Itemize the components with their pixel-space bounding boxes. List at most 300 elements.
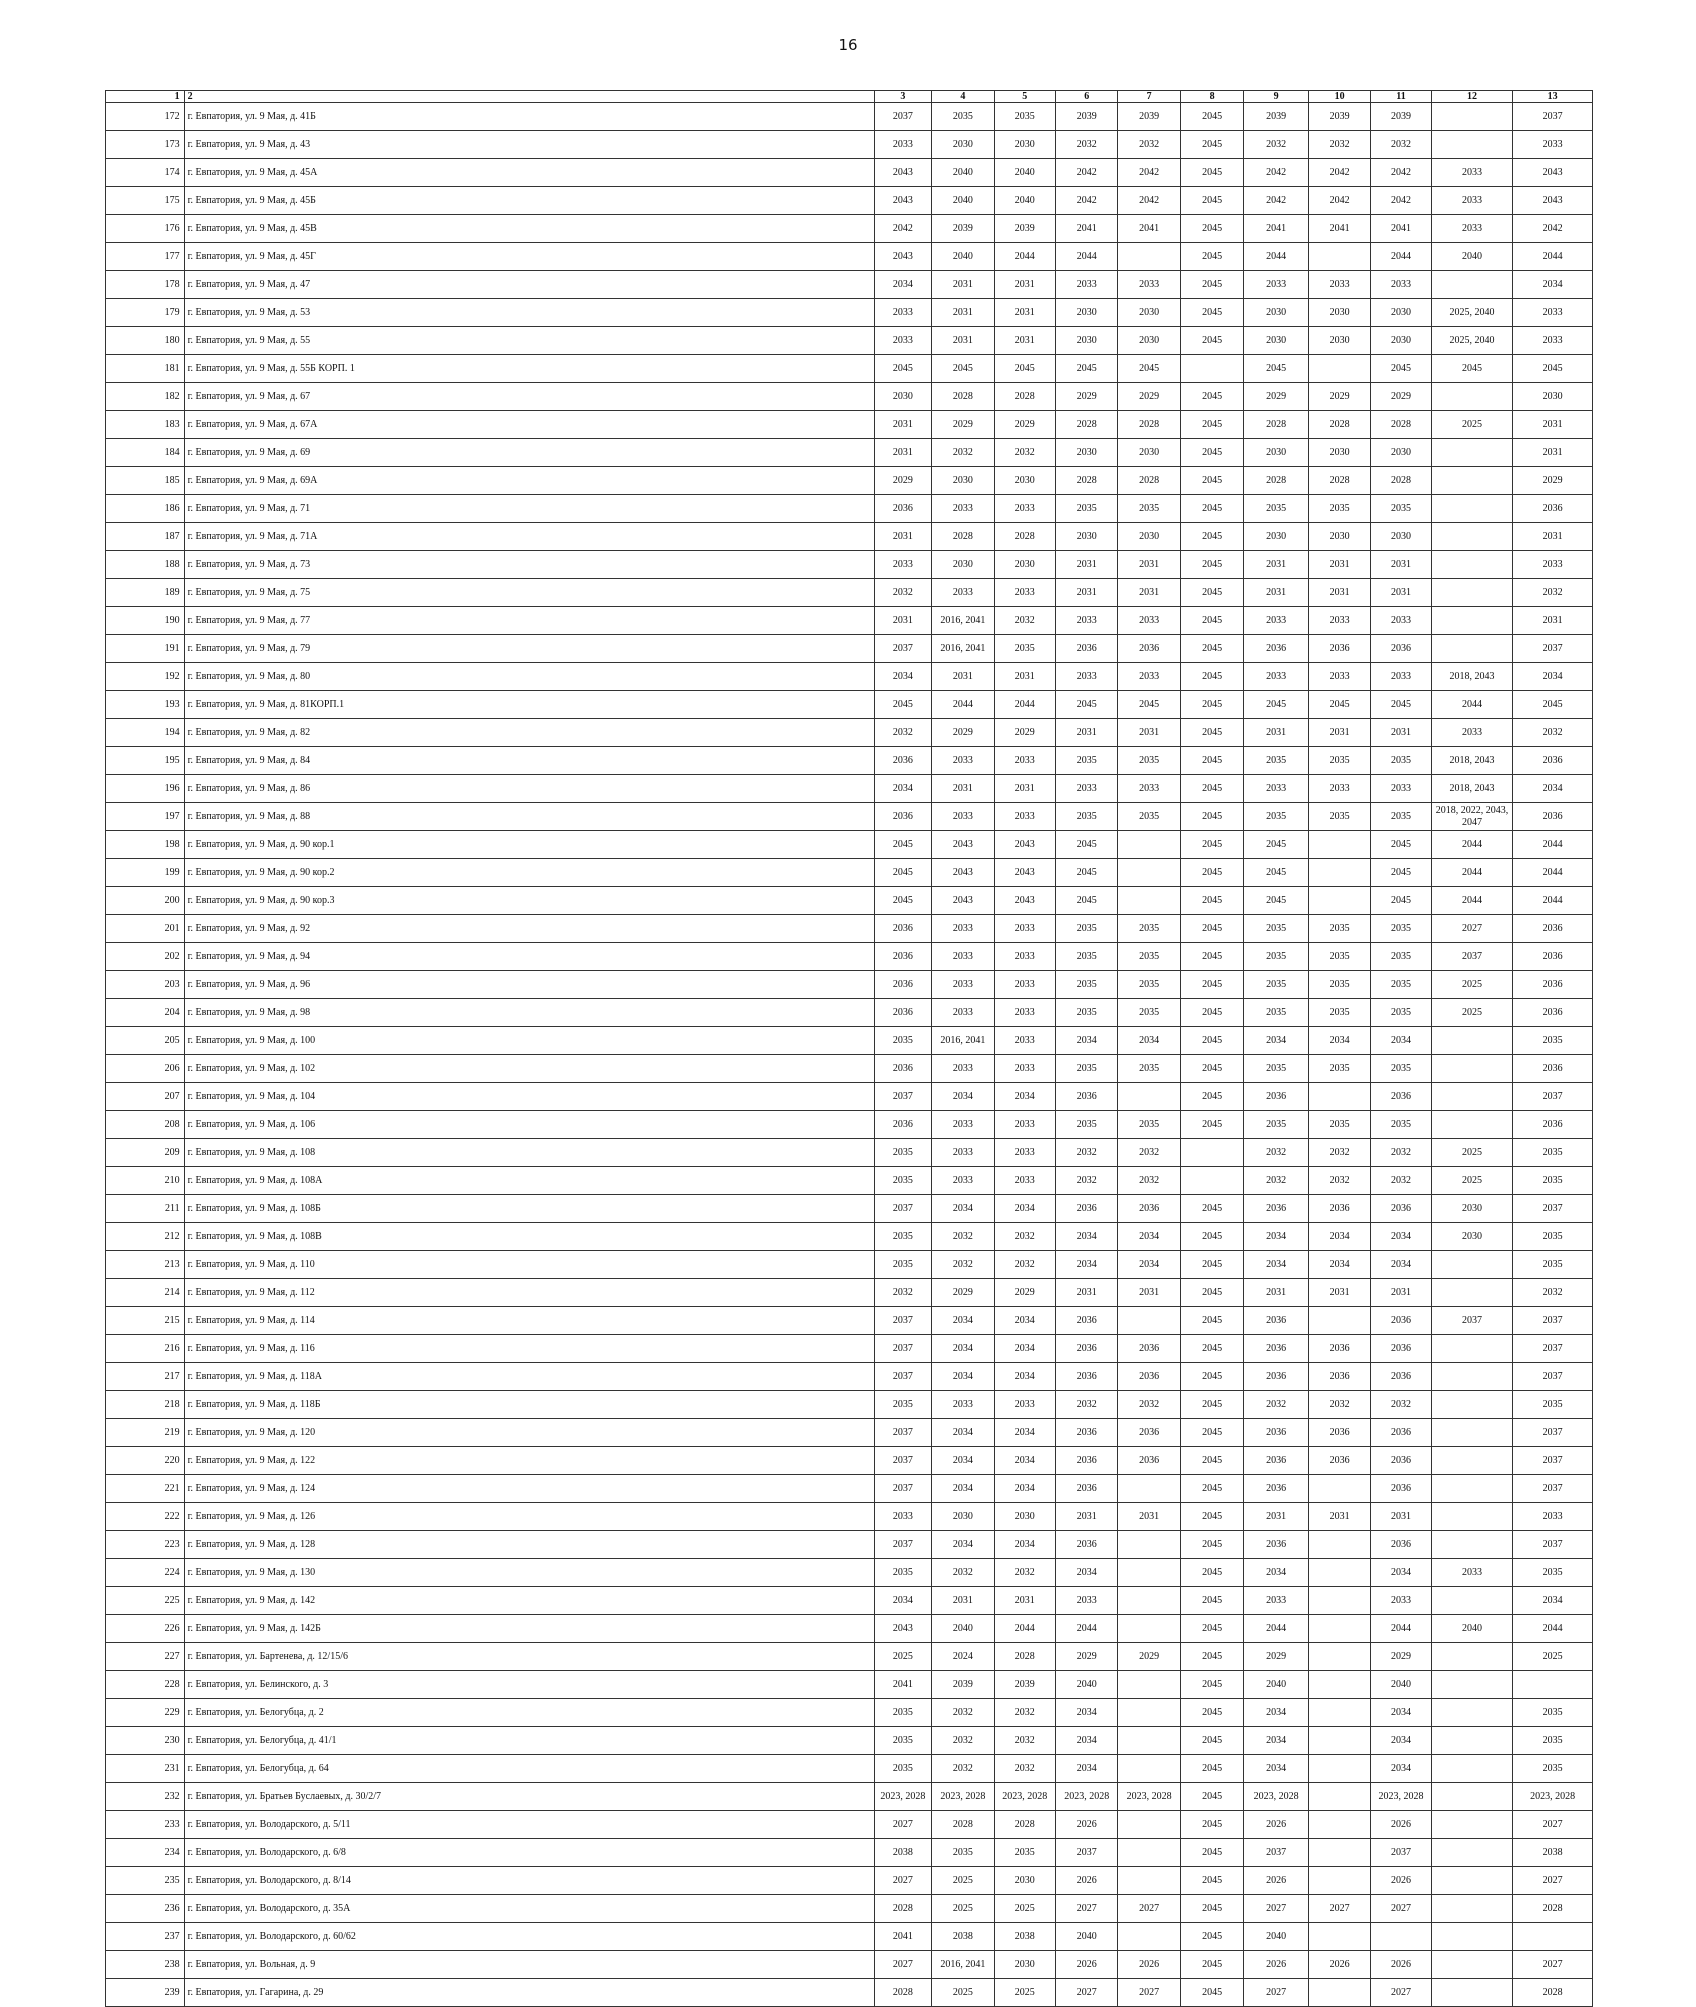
table-row xyxy=(106,999,1593,1027)
year-cell: 2033 xyxy=(1118,271,1180,299)
year-cell: 2034 xyxy=(994,1475,1055,1503)
year-cell: 2036 xyxy=(1056,1475,1118,1503)
year-cell: 2031 xyxy=(1244,1279,1308,1307)
year-cell: 2034 xyxy=(932,1475,994,1503)
year-cell: 2029 xyxy=(1056,383,1118,411)
year-cell: 2045 xyxy=(1180,439,1243,467)
header-cell: 2 xyxy=(184,91,874,103)
year-cell: 2042 xyxy=(1244,159,1308,187)
year-cell xyxy=(1308,1923,1370,1951)
year-cell: 2028 xyxy=(994,1643,1055,1671)
year-cell: 2032 xyxy=(1056,1139,1118,1167)
row-number-cell: 238 xyxy=(106,1951,185,1979)
year-cell xyxy=(1431,1699,1513,1727)
year-cell: 2036 xyxy=(1056,1447,1118,1475)
year-cell: 2044 xyxy=(1056,1615,1118,1643)
year-cell xyxy=(1308,1307,1370,1335)
year-cell xyxy=(1308,1475,1370,1503)
year-cell: 2037 xyxy=(874,1475,931,1503)
year-cell: 2032 xyxy=(994,1559,1055,1587)
year-cell: 2033 xyxy=(932,747,994,775)
row-number-cell: 206 xyxy=(106,1055,185,1083)
year-cell xyxy=(1118,859,1180,887)
year-cell: 2045 xyxy=(1180,1195,1243,1223)
year-cell: 2030 xyxy=(1056,523,1118,551)
year-cell: 2034 xyxy=(1513,663,1593,691)
year-cell: 2027 xyxy=(1056,1895,1118,1923)
table-row xyxy=(106,355,1593,383)
year-cell: 2045 xyxy=(1180,1671,1243,1699)
year-cell: 2035 xyxy=(1308,1111,1370,1139)
row-number-cell: 207 xyxy=(106,1083,185,1111)
year-cell: 2034 xyxy=(1371,1755,1431,1783)
year-cell: 2045 xyxy=(1180,803,1243,831)
year-cell: 2037 xyxy=(1513,1195,1593,1223)
header-cell: 8 xyxy=(1180,91,1243,103)
year-cell: 2025 xyxy=(1513,1643,1593,1671)
year-cell: 2037 xyxy=(1431,943,1513,971)
year-cell: 2036 xyxy=(1513,1055,1593,1083)
row-number-cell: 233 xyxy=(106,1811,185,1839)
year-cell: 2034 xyxy=(1513,775,1593,803)
year-cell: 2031 xyxy=(1308,1503,1370,1531)
table-row xyxy=(106,1027,1593,1055)
year-cell: 2041 xyxy=(874,1671,931,1699)
address-cell: г. Евпатория, ул. 9 Мая, д. 90 кор.3 xyxy=(184,887,874,915)
year-cell: 2042 xyxy=(1513,215,1593,243)
year-cell: 2042 xyxy=(1244,187,1308,215)
address-cell: г. Евпатория, ул. 9 Мая, д. 130 xyxy=(184,1559,874,1587)
row-number-cell: 194 xyxy=(106,719,185,747)
year-cell xyxy=(1431,1447,1513,1475)
year-cell: 2032 xyxy=(932,1699,994,1727)
year-cell: 2036 xyxy=(1118,635,1180,663)
year-cell: 2031 xyxy=(1244,1503,1308,1531)
year-cell: 2045 xyxy=(1180,1643,1243,1671)
year-cell: 2025, 2040 xyxy=(1431,327,1513,355)
year-cell: 2044 xyxy=(1513,243,1593,271)
year-cell: 2040 xyxy=(1056,1923,1118,1951)
year-cell: 2027 xyxy=(1118,1979,1180,2007)
year-cell: 2045 xyxy=(994,355,1055,383)
year-cell: 2036 xyxy=(1308,1363,1370,1391)
row-number-cell: 178 xyxy=(106,271,185,299)
year-cell: 2035 xyxy=(1371,495,1431,523)
year-cell: 2037 xyxy=(874,1419,931,1447)
table-row xyxy=(106,495,1593,523)
row-number-cell: 205 xyxy=(106,1027,185,1055)
year-cell: 2036 xyxy=(874,803,931,831)
year-cell: 2044 xyxy=(1513,831,1593,859)
year-cell: 2044 xyxy=(1244,1615,1308,1643)
year-cell: 2028 xyxy=(932,1811,994,1839)
table-row xyxy=(106,1055,1593,1083)
year-cell: 2045 xyxy=(1180,775,1243,803)
year-cell: 2045 xyxy=(1180,1111,1243,1139)
year-cell: 2036 xyxy=(1513,999,1593,1027)
year-cell xyxy=(1118,1727,1180,1755)
year-cell: 2036 xyxy=(874,1111,931,1139)
year-cell: 2037 xyxy=(1244,1839,1308,1867)
year-cell: 2018, 2043 xyxy=(1431,663,1513,691)
table-row xyxy=(106,243,1593,271)
year-cell: 2040 xyxy=(932,187,994,215)
year-cell: 2034 xyxy=(994,1335,1055,1363)
year-cell: 2023, 2028 xyxy=(932,1783,994,1811)
table-row xyxy=(106,719,1593,747)
year-cell xyxy=(1431,383,1513,411)
year-cell: 2035 xyxy=(1371,915,1431,943)
row-number-cell: 221 xyxy=(106,1475,185,1503)
table-row xyxy=(106,1531,1593,1559)
year-cell: 2031 xyxy=(874,439,931,467)
year-cell: 2035 xyxy=(1244,803,1308,831)
year-cell: 2036 xyxy=(1118,1195,1180,1223)
year-cell: 2033 xyxy=(1431,719,1513,747)
year-cell: 2034 xyxy=(1308,1223,1370,1251)
year-cell: 2037 xyxy=(1513,1531,1593,1559)
year-cell xyxy=(1118,1531,1180,1559)
year-cell: 2034 xyxy=(1056,1559,1118,1587)
row-number-cell: 223 xyxy=(106,1531,185,1559)
address-cell: г. Евпатория, ул. 9 Мая, д. 104 xyxy=(184,1083,874,1111)
year-cell: 2045 xyxy=(1118,691,1180,719)
table-row xyxy=(106,299,1593,327)
row-number-cell: 204 xyxy=(106,999,185,1027)
address-cell: г. Евпатория, ул. 9 Мая, д. 81КОРП.1 xyxy=(184,691,874,719)
address-cell: г. Евпатория, ул. 9 Мая, д. 67 xyxy=(184,383,874,411)
row-number-cell: 175 xyxy=(106,187,185,215)
year-cell: 2023, 2028 xyxy=(1371,1783,1431,1811)
row-number-cell: 172 xyxy=(106,103,185,131)
year-cell: 2025 xyxy=(1431,411,1513,439)
year-cell: 2035 xyxy=(1118,943,1180,971)
year-cell: 2033 xyxy=(994,915,1055,943)
year-cell xyxy=(1431,1979,1513,2007)
address-cell: г. Евпатория, ул. 9 Мая, д. 142Б xyxy=(184,1615,874,1643)
year-cell: 2034 xyxy=(932,1363,994,1391)
year-cell: 2033 xyxy=(1244,607,1308,635)
year-cell: 2037 xyxy=(1513,635,1593,663)
year-cell: 2045 xyxy=(1180,1419,1243,1447)
year-cell: 2045 xyxy=(1513,691,1593,719)
year-cell: 2045 xyxy=(1180,831,1243,859)
year-cell: 2045 xyxy=(1180,243,1243,271)
row-number-cell: 195 xyxy=(106,747,185,775)
year-cell: 2029 xyxy=(1244,383,1308,411)
year-cell: 2033 xyxy=(932,971,994,999)
year-cell: 2028 xyxy=(1371,411,1431,439)
year-cell: 2031 xyxy=(1371,579,1431,607)
year-cell: 2031 xyxy=(1513,439,1593,467)
address-cell: г. Евпатория, ул. 9 Мая, д. 69 xyxy=(184,439,874,467)
year-cell: 2035 xyxy=(1513,1251,1593,1279)
year-cell: 2036 xyxy=(1244,635,1308,663)
year-cell: 2035 xyxy=(1118,495,1180,523)
year-cell: 2039 xyxy=(932,215,994,243)
year-cell xyxy=(1431,1727,1513,1755)
year-cell: 2036 xyxy=(874,495,931,523)
year-cell: 2033 xyxy=(874,327,931,355)
year-cell: 2035 xyxy=(1118,1111,1180,1139)
address-cell: г. Евпатория, ул. 9 Мая, д. 90 кор.2 xyxy=(184,859,874,887)
year-cell: 2031 xyxy=(932,327,994,355)
year-cell: 2036 xyxy=(1308,1419,1370,1447)
table-row xyxy=(106,1839,1593,1867)
year-cell: 2032 xyxy=(1371,1139,1431,1167)
year-cell: 2035 xyxy=(1244,495,1308,523)
year-cell: 2033 xyxy=(1308,775,1370,803)
year-cell: 2037 xyxy=(874,1363,931,1391)
year-cell: 2040 xyxy=(932,159,994,187)
row-number-cell: 202 xyxy=(106,943,185,971)
table-row xyxy=(106,1363,1593,1391)
header-cell: 3 xyxy=(874,91,931,103)
year-cell: 2030 xyxy=(1244,299,1308,327)
row-number-cell: 187 xyxy=(106,523,185,551)
year-cell: 2029 xyxy=(932,411,994,439)
year-cell: 2034 xyxy=(874,663,931,691)
year-cell: 2032 xyxy=(1244,1167,1308,1195)
year-cell xyxy=(1431,1839,1513,1867)
header-cell: 4 xyxy=(932,91,994,103)
year-cell: 2040 xyxy=(1431,1615,1513,1643)
address-cell: г. Евпатория, ул. Белогубца, д. 2 xyxy=(184,1699,874,1727)
year-cell: 2026 xyxy=(1056,1811,1118,1839)
year-cell: 2045 xyxy=(1180,971,1243,999)
year-cell: 2034 xyxy=(1308,1027,1370,1055)
year-cell: 2036 xyxy=(1056,1363,1118,1391)
year-cell: 2045 xyxy=(1056,887,1118,915)
year-cell xyxy=(1308,243,1370,271)
address-cell: г. Евпатория, ул. 9 Мая, д. 45Б xyxy=(184,187,874,215)
year-cell: 2030 xyxy=(994,131,1055,159)
year-cell: 2045 xyxy=(932,355,994,383)
row-number-cell: 191 xyxy=(106,635,185,663)
year-cell: 2031 xyxy=(994,663,1055,691)
table-row xyxy=(106,887,1593,915)
year-cell: 2035 xyxy=(1118,1055,1180,1083)
year-cell: 2036 xyxy=(1371,1195,1431,1223)
year-cell: 2036 xyxy=(1308,1447,1370,1475)
year-cell: 2045 xyxy=(1118,355,1180,383)
year-cell xyxy=(1308,1867,1370,1895)
year-cell: 2035 xyxy=(1118,803,1180,831)
year-cell: 2035 xyxy=(874,1167,931,1195)
year-cell xyxy=(1431,1895,1513,1923)
year-cell: 2034 xyxy=(994,1419,1055,1447)
year-cell: 2045 xyxy=(1180,383,1243,411)
year-cell: 2034 xyxy=(1371,1223,1431,1251)
row-number-cell: 219 xyxy=(106,1419,185,1447)
address-cell: г. Евпатория, ул. 9 Мая, д. 86 xyxy=(184,775,874,803)
year-cell: 2036 xyxy=(1371,1307,1431,1335)
address-cell: г. Евпатория, ул. Володарского, д. 8/14 xyxy=(184,1867,874,1895)
year-cell: 2045 xyxy=(1180,411,1243,439)
year-cell: 2027 xyxy=(874,1951,931,1979)
row-number-cell: 209 xyxy=(106,1139,185,1167)
year-cell: 2037 xyxy=(874,1307,931,1335)
year-cell xyxy=(1308,1755,1370,1783)
table-row xyxy=(106,1951,1593,1979)
year-cell: 2029 xyxy=(874,467,931,495)
table-row xyxy=(106,131,1593,159)
year-cell: 2018, 2043 xyxy=(1431,775,1513,803)
year-cell: 2045 xyxy=(1180,1615,1243,1643)
year-cell: 2032 xyxy=(1056,1167,1118,1195)
address-cell: г. Евпатория, ул. Гагарина, д. 29 xyxy=(184,1979,874,2007)
address-cell: г. Евпатория, ул. 9 Мая, д. 47 xyxy=(184,271,874,299)
table-row xyxy=(106,215,1593,243)
year-cell: 2040 xyxy=(1056,1671,1118,1699)
header-cell: 11 xyxy=(1371,91,1431,103)
table-row xyxy=(106,551,1593,579)
row-number-cell: 210 xyxy=(106,1167,185,1195)
year-cell: 2040 xyxy=(932,1615,994,1643)
year-cell xyxy=(1118,1923,1180,1951)
year-cell: 2035 xyxy=(1308,971,1370,999)
year-cell: 2032 xyxy=(994,1727,1055,1755)
year-cell xyxy=(1118,1615,1180,1643)
year-cell: 2033 xyxy=(1513,131,1593,159)
year-cell: 2036 xyxy=(874,999,931,1027)
year-cell: 2031 xyxy=(1308,1279,1370,1307)
address-cell: г. Евпатория, ул. 9 Мая, д. 80 xyxy=(184,663,874,691)
row-number-cell: 199 xyxy=(106,859,185,887)
table-row xyxy=(106,579,1593,607)
year-cell: 2027 xyxy=(1431,915,1513,943)
year-cell xyxy=(1308,1559,1370,1587)
year-cell: 2030 xyxy=(1308,299,1370,327)
year-cell: 2034 xyxy=(1244,1559,1308,1587)
year-cell: 2034 xyxy=(1513,1587,1593,1615)
year-cell: 2045 xyxy=(1180,1531,1243,1559)
year-cell: 2034 xyxy=(932,1083,994,1111)
row-number-cell: 234 xyxy=(106,1839,185,1867)
year-cell: 2033 xyxy=(1308,663,1370,691)
year-cell: 2037 xyxy=(1513,1363,1593,1391)
year-cell: 2036 xyxy=(1244,1419,1308,1447)
year-cell: 2032 xyxy=(1308,1391,1370,1419)
year-cell: 2035 xyxy=(1308,747,1370,775)
year-cell: 2032 xyxy=(1513,579,1593,607)
year-cell: 2032 xyxy=(1118,1391,1180,1419)
year-cell: 2039 xyxy=(994,215,1055,243)
year-cell: 2031 xyxy=(1371,719,1431,747)
year-cell: 2036 xyxy=(1244,1531,1308,1559)
year-cell: 2031 xyxy=(932,775,994,803)
year-cell: 2035 xyxy=(1118,971,1180,999)
year-cell: 2045 xyxy=(1371,691,1431,719)
year-cell: 2028 xyxy=(1244,411,1308,439)
address-cell: г. Евпатория, ул. 9 Мая, д. 88 xyxy=(184,803,874,831)
table-row xyxy=(106,1559,1593,1587)
year-cell: 2043 xyxy=(932,831,994,859)
year-cell: 2029 xyxy=(1118,383,1180,411)
address-cell: г. Евпатория, ул. 9 Мая, д. 55 xyxy=(184,327,874,355)
year-cell: 2033 xyxy=(1513,299,1593,327)
row-number-cell: 188 xyxy=(106,551,185,579)
year-cell: 2043 xyxy=(1513,159,1593,187)
year-cell xyxy=(1431,607,1513,635)
year-cell: 2034 xyxy=(1371,1727,1431,1755)
address-cell: г. Евпатория, ул. 9 Мая, д. 84 xyxy=(184,747,874,775)
year-cell xyxy=(1308,1727,1370,1755)
year-cell: 2045 xyxy=(1180,1503,1243,1531)
year-cell: 2030 xyxy=(1244,327,1308,355)
year-cell: 2039 xyxy=(1371,103,1431,131)
year-cell: 2033 xyxy=(932,915,994,943)
year-cell: 2016, 2041 xyxy=(932,607,994,635)
year-cell: 2038 xyxy=(874,1839,931,1867)
year-cell: 2035 xyxy=(1056,495,1118,523)
year-cell: 2028 xyxy=(1308,411,1370,439)
year-cell xyxy=(1431,1755,1513,1783)
year-cell: 2036 xyxy=(1244,1475,1308,1503)
year-cell: 2044 xyxy=(1371,1615,1431,1643)
year-cell: 2023, 2028 xyxy=(874,1783,931,1811)
year-cell: 2033 xyxy=(874,551,931,579)
year-cell xyxy=(1431,271,1513,299)
year-cell: 2035 xyxy=(874,1755,931,1783)
year-cell: 2035 xyxy=(1371,747,1431,775)
year-cell: 2032 xyxy=(1118,131,1180,159)
table-row xyxy=(106,1419,1593,1447)
row-number-cell: 236 xyxy=(106,1895,185,1923)
year-cell xyxy=(1118,831,1180,859)
table-row xyxy=(106,1111,1593,1139)
row-number-cell: 182 xyxy=(106,383,185,411)
year-cell: 2031 xyxy=(1118,1503,1180,1531)
year-cell xyxy=(1308,1811,1370,1839)
year-cell: 2031 xyxy=(1371,1279,1431,1307)
row-number-cell: 232 xyxy=(106,1783,185,1811)
table-row xyxy=(106,747,1593,775)
row-number-cell: 222 xyxy=(106,1503,185,1531)
year-cell: 2043 xyxy=(874,187,931,215)
year-cell: 2045 xyxy=(1056,691,1118,719)
address-cell: г. Евпатория, ул. 9 Мая, д. 120 xyxy=(184,1419,874,1447)
year-cell: 2033 xyxy=(1118,663,1180,691)
address-cell: г. Евпатория, ул. 9 Мая, д. 55Б КОРП. 1 xyxy=(184,355,874,383)
year-cell: 2037 xyxy=(874,1531,931,1559)
table-row xyxy=(106,691,1593,719)
year-cell: 2045 xyxy=(1180,327,1243,355)
year-cell: 2030 xyxy=(994,551,1055,579)
year-cell: 2032 xyxy=(1371,1391,1431,1419)
year-cell: 2033 xyxy=(994,943,1055,971)
year-cell: 2027 xyxy=(1118,1895,1180,1923)
year-cell xyxy=(1118,1475,1180,1503)
year-cell xyxy=(1431,1671,1513,1699)
year-cell: 2042 xyxy=(1308,187,1370,215)
year-cell: 2028 xyxy=(1118,467,1180,495)
address-cell: г. Евпатория, ул. 9 Мая, д. 90 кор.1 xyxy=(184,831,874,859)
year-cell xyxy=(1431,1279,1513,1307)
year-cell: 2029 xyxy=(932,719,994,747)
year-cell: 2032 xyxy=(994,1755,1055,1783)
year-cell: 2043 xyxy=(874,1615,931,1643)
year-cell xyxy=(1118,1755,1180,1783)
year-cell: 2039 xyxy=(932,1671,994,1699)
table-row xyxy=(106,1223,1593,1251)
year-cell: 2032 xyxy=(1513,1279,1593,1307)
year-cell: 2030 xyxy=(1244,523,1308,551)
year-cell: 2027 xyxy=(1513,1867,1593,1895)
year-cell: 2030 xyxy=(1308,523,1370,551)
year-cell: 2032 xyxy=(1371,1167,1431,1195)
row-number-cell: 200 xyxy=(106,887,185,915)
